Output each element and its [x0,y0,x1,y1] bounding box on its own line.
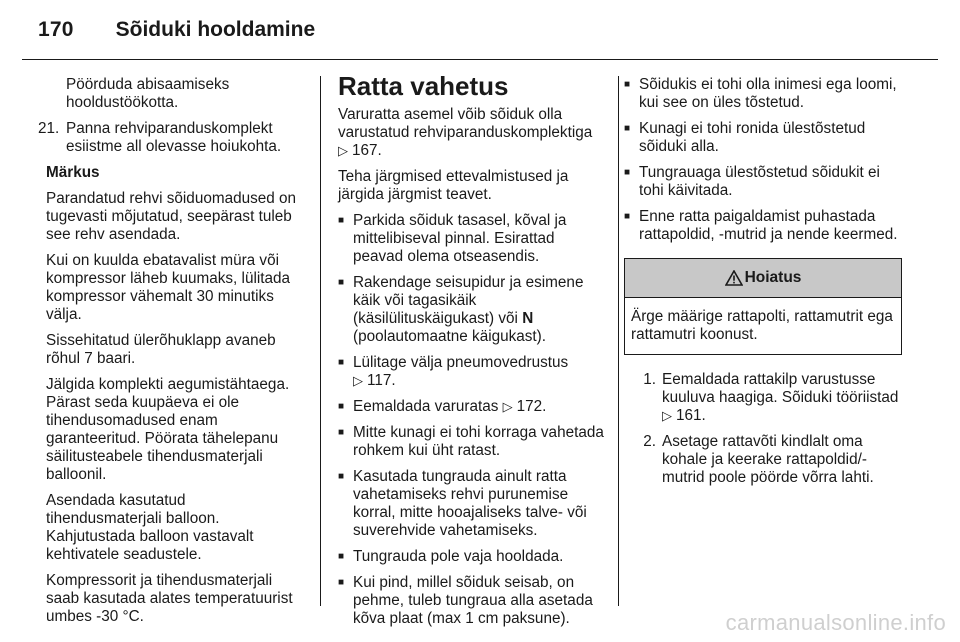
numbered-step [624,433,902,487]
list-item [338,468,606,540]
note-paragraph: Kui on kuulda ebatavalist müra või kompressor läheb kuumaks, lülitada kompressor vähemalt 30 minutiks välja. [46,252,291,323]
page-header [38,18,315,52]
list-item [624,164,902,200]
page-ref-number: 117. [367,372,396,389]
list-item-text-part: Eemaldada varuratas [353,398,499,415]
list-item [338,574,606,628]
section-title: Ratta vahetus [338,71,509,101]
bullet-icon: ■ [338,215,345,226]
note-paragraph: Asendada kasutatud tihendusmaterjali balloon. Kahjutustada balloon vastavalt kehtivatele seadustele. [46,492,254,563]
list-item [624,120,902,156]
bullet-icon: ■ [338,277,345,288]
list-item-text [353,274,606,346]
page-ref-number: 172. [516,398,547,415]
warning-text: Ärge määrige rattapolti, rattamutrit ega rattamutri koonust. [631,308,893,343]
column-divider-2 [618,76,619,606]
note-paragraph: Jälgida komplekti aegumistähtaega. Pärast seda kuupäeva ei ole tihendusomadused enam garanteeritud. Pöörata tähelepanu säilitusteabele tihendusmaterjali balloonil. [46,376,290,483]
list-item-text: Parkida sõiduk tasasel, kõval ja mittelibiseval pinnal. Esirattad peavad olema otseasendis. [353,212,567,265]
list-item-text: Sõidukis ei tohi olla inimesi ega loomi, kui see on üles tõstetud. [639,76,897,111]
step-text-part: Eemaldada rattakilp varustusse kuuluva haagiga. Sõiduki tööriistad [662,371,899,406]
watermark: carmanualsonline.info [725,610,946,635]
note-paragraph: Sissehitatud ülerõhuklapp avaneb rõhul 7 baari. [46,332,276,367]
list-item [338,548,606,566]
page-ref-icon: ▷ [338,143,348,158]
bullet-icon: ■ [624,167,631,178]
warning-header [625,259,901,298]
bullet-icon: ■ [624,211,631,222]
step-21 [38,120,304,156]
page-ref-icon: ▷ [662,408,672,423]
list-item-text: Kasutada tungrauda ainult ratta vahetamiseks rehvi purunemise korral, mitte hooajaliseks talve- või suverehvide vahetamiseks. [353,468,587,539]
page-ref-number: 167. [352,142,382,159]
list-item-text: Tungrauaga ülestõstetud sõidukit ei tohi käivitada. [639,164,880,199]
list-item-text [353,398,606,416]
column-left [38,76,304,634]
column-right [624,76,902,495]
warning-box [624,258,902,355]
note-title: Märkus [46,164,100,181]
list-item-text: Tungrauda pole vaja hooldada. [353,548,564,565]
intro-paragraph-2: Teha järgmised ettevalmistused ja järgida järgmist teavet. [338,168,569,203]
note-block [38,164,304,626]
list-item [338,398,606,416]
step-text: Asetage rattavõti kindlalt oma kohale ja keerake rattapoldid/-mutrid poole pöörde võrra lahti. [662,433,874,486]
step-number: 21. [38,120,60,137]
step-continuation: Pöörduda abisaamiseks hooldustöökotta. [66,76,230,111]
bullet-icon: ■ [338,401,345,412]
header-divider [22,59,938,60]
page-ref-icon: ▷ [502,399,513,414]
bullet-icon: ■ [338,577,345,588]
list-item-text: Mitte kunagi ei tohi korraga vahetada rohkem kui üht ratast. [353,424,604,459]
intro-paragraph [338,106,606,160]
bullet-icon: ■ [624,79,631,90]
bullet-icon: ■ [338,471,345,482]
list-item-text: Kui pind, millel sõiduk seisab, on pehme, tuleb tungraua alla asetada kõva plaat (max 1 cm paksune). [353,574,593,627]
bullet-icon: ■ [338,427,345,438]
step-text [662,371,902,425]
intro-text: Varuratta asemel võib sõiduk olla varustatud rehviparanduskomplektiga [338,106,593,141]
bullet-icon: ■ [338,551,345,562]
list-item-text: Kunagi ei tohi ronida ülestõstetud sõiduki alla. [639,120,866,155]
list-item [338,424,606,460]
list-item [338,212,606,266]
list-item-text [353,354,606,390]
list-item-text-part: Lülitage välja pneumovedrustus [353,354,569,371]
note-paragraph: Parandatud rehvi sõiduomadused on tugevasti mõjutatud, seepärast tuleb see rehv asendada. [46,190,297,243]
list-item-text-part: Rakendage seisupidur ja esimene käik või tagasikäik (käsilülituskäigukast) või [353,274,584,327]
list-item [624,76,902,112]
bullet-icon: ■ [338,357,345,368]
note-paragraph: Kompressorit ja tihendusmaterjali saab kasutada alates temperatuurist umbes -30 °C. [46,572,293,625]
warning-title: Hoiatus [744,269,802,286]
step-number: 1. [643,371,656,388]
gear-position-label: N [522,310,534,327]
list-item-text: Enne ratta paigaldamist puhastada rattapoldid, -mutrid ja nende keermed. [639,208,898,243]
warning-triangle-icon [725,270,743,286]
list-item-text-part: (poolautomaatne käigukast). [353,328,547,345]
list-item [338,354,606,390]
page-ref-number: 161. [676,407,706,424]
page-ref-icon: ▷ [353,373,363,388]
page-number: 170 [38,18,74,41]
chapter-title: Sõiduki hooldamine [115,18,316,41]
list-item [624,208,902,244]
step-number: 2. [643,433,656,450]
column-middle [338,71,606,636]
step-text: Panna rehviparanduskomplekt esiistme all olevasse hoiukohta. [66,120,282,155]
bullet-icon: ■ [624,123,631,134]
column-divider-1 [320,76,321,606]
numbered-step [624,371,902,425]
list-item [338,274,606,346]
